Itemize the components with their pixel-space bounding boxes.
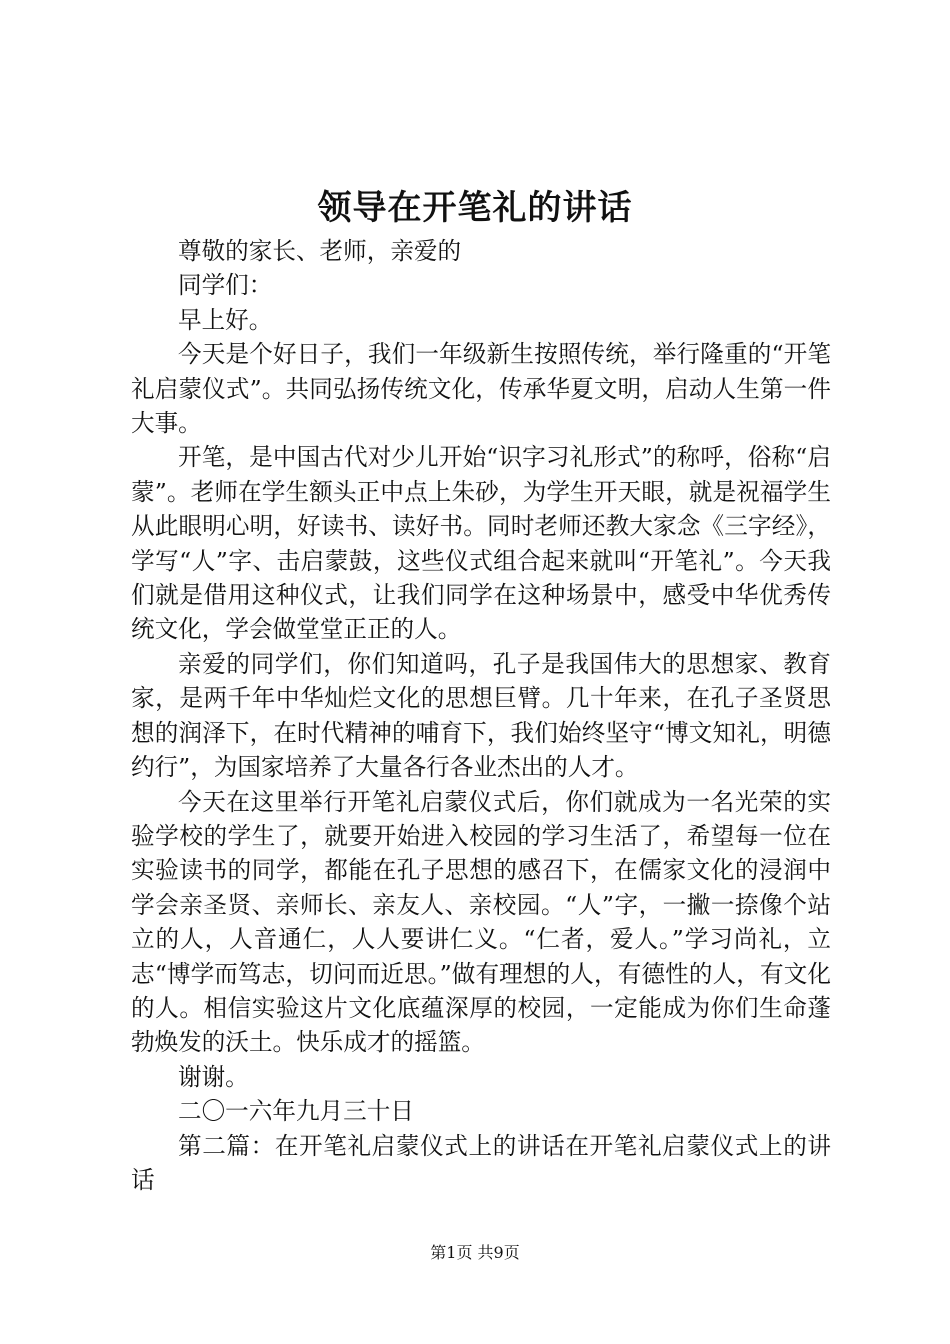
greeting-paragraph: 早上好。 — [178, 305, 273, 334]
body-paragraph-2: 开笔，是中国古代对少儿开始“识字习礼形式”的称呼，俗称“启蒙”。老师在学生额头正中点上朱砂，为学生开天眼，就是祝福学生从此眼明心明，好读书、读好书。同时老师还教大家念《三字经》，学写“人”字、击启蒙鼓，这些仪式组合起来就叫“开笔礼”。今天我们就是借用这种仪式，让我们同学在这种场景中，感受中华优秀传统文化，学会做堂堂正正的人。 — [131, 443, 831, 644]
body-paragraph-4: 今天在这里举行开笔礼启蒙仪式后，你们就成为一名光荣的实验学校的学生了，就要开始进入校园的学习生活了，希望每一位在实验读书的同学，都能在孔子思想的感召下，在儒家文化的浸润中学会亲圣贤、亲师长、亲友人、亲校园。“人”字，一撇一捺像个站立的人，人音通仁，人人要讲仁义。“仁者，爱人。”学习尚礼，立志“博学而笃志，切问而近思。”做有理想的人，有德性的人，有文化的人。相信实验这片文化底蕴深厚的校园，一定能成为你们生命蓬勃焕发的沃土。快乐成才的摇篮。 — [131, 787, 831, 1057]
date-line: 二〇一六年九月三十日 — [178, 1097, 414, 1126]
document-body — [131, 234, 831, 1197]
next-section-heading: 第二篇：在开笔礼启蒙仪式上的讲话在开笔礼启蒙仪式上的讲话 — [131, 1131, 831, 1194]
salutation-line-1: 尊敬的家长、老师，亲爱的 — [178, 237, 462, 265]
body-paragraph-1: 今天是个好日子，我们一年级新生按照传统，举行隆重的“开笔礼启蒙仪式”。共同弘扬传统文化，传承华夏文明，启动人生第一件大事。 — [131, 340, 831, 438]
closing-thanks: 谢谢。 — [178, 1062, 249, 1091]
body-paragraph-3: 亲爱的同学们，你们知道吗，孔子是我国伟大的思想家、教育家，是两千年中华灿烂文化的思想巨臂。几十年来，在孔子圣贤思想的润泽下，在时代精神的哺育下，我们始终坚守“博文知礼，明德约行”，为国家培养了大量各行各业杰出的人才。 — [131, 649, 831, 782]
document-title: 领导在开笔礼的讲话 — [317, 188, 633, 228]
page-number-footer: 第1页 共9页 — [430, 1243, 520, 1262]
salutation-line-2: 同学们： — [178, 271, 273, 300]
